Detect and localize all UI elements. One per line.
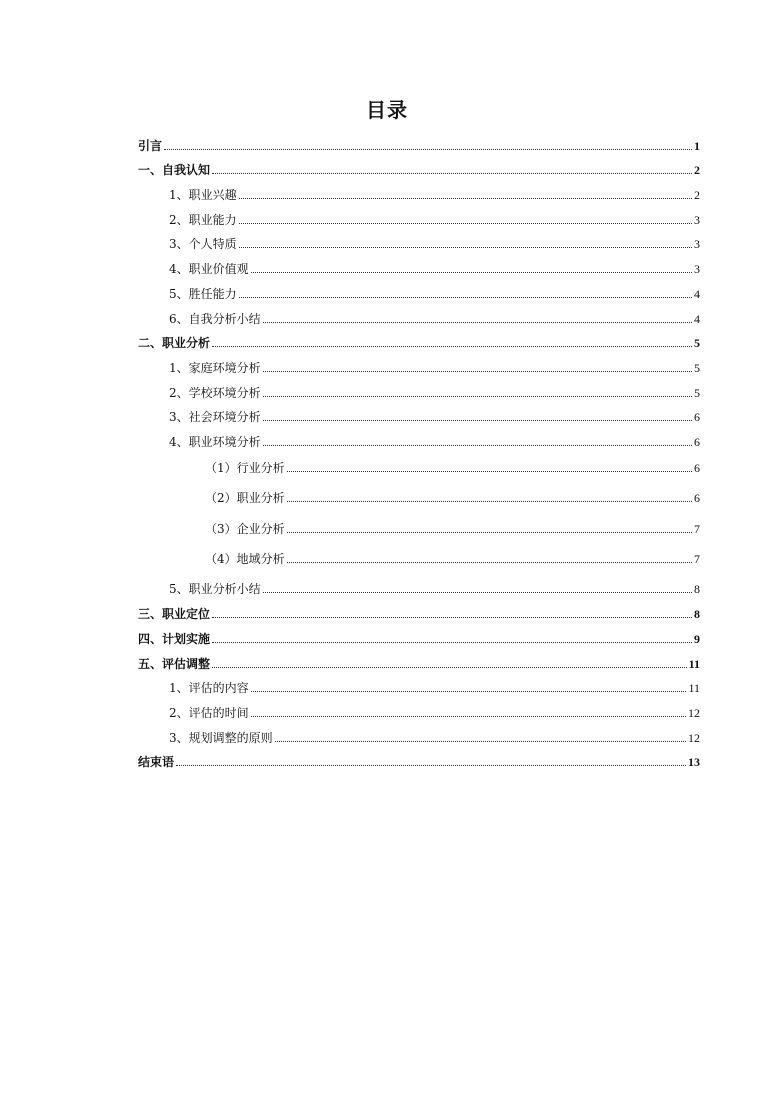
toc-entry-label: 3、个人特质 bbox=[169, 237, 237, 252]
toc-dot-leader bbox=[263, 445, 692, 446]
toc-entry[interactable] bbox=[138, 128, 700, 153]
toc-page-number: 12 bbox=[688, 705, 700, 720]
toc-dot-leader bbox=[251, 272, 692, 273]
toc-entry-label: 2、学校环境分析 bbox=[169, 385, 261, 400]
toc-dot-leader bbox=[164, 149, 692, 150]
toc-page-number: 5 bbox=[694, 385, 700, 400]
toc-entry[interactable] bbox=[138, 596, 700, 621]
toc-entry[interactable] bbox=[138, 350, 700, 375]
toc-entry-label: 2、评估的时间 bbox=[169, 705, 249, 720]
toc-entry-label: （4）地域分析 bbox=[205, 552, 285, 567]
toc-title: 目录 bbox=[366, 98, 408, 122]
toc-entry[interactable] bbox=[138, 646, 700, 671]
toc-entry-label: 结束语 bbox=[138, 755, 175, 770]
toc-dot-leader bbox=[263, 592, 692, 593]
toc-page-number: 2 bbox=[694, 188, 700, 203]
toc-dot-leader bbox=[212, 642, 692, 643]
toc-entry-label: 6、自我分析小结 bbox=[169, 311, 261, 326]
toc-entry-label: 5、职业分析小结 bbox=[169, 582, 261, 597]
toc-entry-label: 三、职业定位 bbox=[138, 607, 211, 622]
toc-dot-leader bbox=[212, 617, 692, 618]
toc-entry-label: 1、评估的内容 bbox=[169, 681, 249, 696]
toc-entry[interactable] bbox=[138, 505, 700, 536]
toc-dot-leader bbox=[212, 667, 687, 668]
toc-entry[interactable] bbox=[138, 449, 700, 475]
toc-page-number: 11 bbox=[688, 656, 700, 671]
toc-entry[interactable] bbox=[138, 536, 700, 567]
toc-dot-leader bbox=[287, 501, 692, 502]
toc-entry-label: 4、职业价值观 bbox=[169, 262, 249, 277]
toc-entry[interactable] bbox=[138, 326, 700, 351]
toc-dot-leader bbox=[239, 247, 692, 248]
toc-entry-label: 1、家庭环境分析 bbox=[169, 360, 261, 375]
toc-page-number: 5 bbox=[694, 336, 700, 351]
toc-entry-label: 二、职业分析 bbox=[138, 336, 211, 351]
toc-dot-leader bbox=[263, 396, 692, 397]
toc-entry[interactable] bbox=[138, 301, 700, 326]
toc-page-number: 6 bbox=[694, 434, 700, 449]
toc-dot-leader bbox=[263, 420, 692, 421]
toc-page-number: 2 bbox=[694, 163, 700, 178]
toc-entry-label: 5、胜任能力 bbox=[169, 286, 237, 301]
toc-dot-leader bbox=[287, 562, 692, 563]
toc-dot-leader bbox=[263, 371, 692, 372]
toc-entry[interactable] bbox=[138, 695, 700, 720]
toc-entry-label: 五、评估调整 bbox=[138, 656, 211, 671]
toc-dot-leader bbox=[239, 223, 692, 224]
toc-dot-leader bbox=[287, 532, 692, 533]
toc-page-number: 6 bbox=[694, 410, 700, 425]
toc-entry-label: （3）企业分析 bbox=[205, 521, 285, 536]
toc-entry-label: 引言 bbox=[138, 138, 163, 153]
toc-page-number: 13 bbox=[688, 755, 700, 770]
toc-page-number: 12 bbox=[688, 730, 700, 745]
toc-page-number: 4 bbox=[694, 311, 700, 326]
toc-entry-label: 3、规划调整的原则 bbox=[169, 730, 273, 745]
toc-entry-label: 一、自我认知 bbox=[138, 163, 211, 178]
toc-entry-label: 1、职业兴趣 bbox=[169, 188, 237, 203]
toc-dot-leader bbox=[251, 691, 687, 692]
toc-page-number: 9 bbox=[694, 631, 700, 646]
toc-entry[interactable] bbox=[138, 276, 700, 301]
toc-dot-leader bbox=[251, 716, 686, 717]
toc-page-number: 7 bbox=[694, 521, 700, 536]
toc-entry-label: （1）行业分析 bbox=[205, 460, 285, 475]
toc-dot-leader bbox=[275, 741, 686, 742]
toc-entry[interactable] bbox=[138, 251, 700, 276]
toc-entry[interactable] bbox=[138, 671, 700, 696]
toc-entry[interactable] bbox=[138, 720, 700, 745]
toc-entry-label: 2、职业能力 bbox=[169, 212, 237, 227]
toc-entry-label: 4、职业环境分析 bbox=[169, 434, 261, 449]
toc-page-number: 3 bbox=[694, 237, 700, 252]
toc-entry[interactable] bbox=[138, 424, 700, 449]
toc-entry[interactable] bbox=[138, 375, 700, 400]
toc-dot-leader bbox=[263, 322, 692, 323]
toc-page-number: 5 bbox=[694, 360, 700, 375]
toc-entry[interactable] bbox=[138, 475, 700, 506]
toc-entry-label: （2）职业分析 bbox=[205, 491, 285, 506]
toc-dot-leader bbox=[176, 765, 686, 766]
toc-entry-label: 3、社会环境分析 bbox=[169, 410, 261, 425]
toc-page-number: 3 bbox=[694, 262, 700, 277]
toc-page-number: 6 bbox=[694, 491, 700, 506]
toc-page-number: 3 bbox=[694, 212, 700, 227]
toc-dot-leader bbox=[212, 346, 692, 347]
toc-entry[interactable] bbox=[138, 566, 700, 596]
toc-list bbox=[138, 128, 700, 769]
toc-page-number: 6 bbox=[694, 460, 700, 475]
toc-entry[interactable] bbox=[138, 153, 700, 178]
toc-dot-leader bbox=[212, 173, 692, 174]
toc-entry-label: 四、计划实施 bbox=[138, 631, 211, 646]
toc-entry[interactable] bbox=[138, 227, 700, 252]
toc-page-number: 8 bbox=[694, 607, 700, 622]
toc-page-number: 1 bbox=[694, 138, 700, 153]
toc-dot-leader bbox=[287, 471, 692, 472]
toc-page-number: 8 bbox=[694, 582, 700, 597]
toc-page-number: 7 bbox=[694, 552, 700, 567]
toc-dot-leader bbox=[239, 198, 692, 199]
toc-entry[interactable] bbox=[138, 400, 700, 425]
toc-page-number: 11 bbox=[688, 681, 700, 696]
toc-entry[interactable] bbox=[138, 621, 700, 646]
toc-entry[interactable] bbox=[138, 177, 700, 202]
toc-dot-leader bbox=[239, 297, 692, 298]
toc-page-number: 4 bbox=[694, 286, 700, 301]
toc-entry[interactable] bbox=[138, 745, 700, 770]
toc-entry[interactable] bbox=[138, 202, 700, 227]
